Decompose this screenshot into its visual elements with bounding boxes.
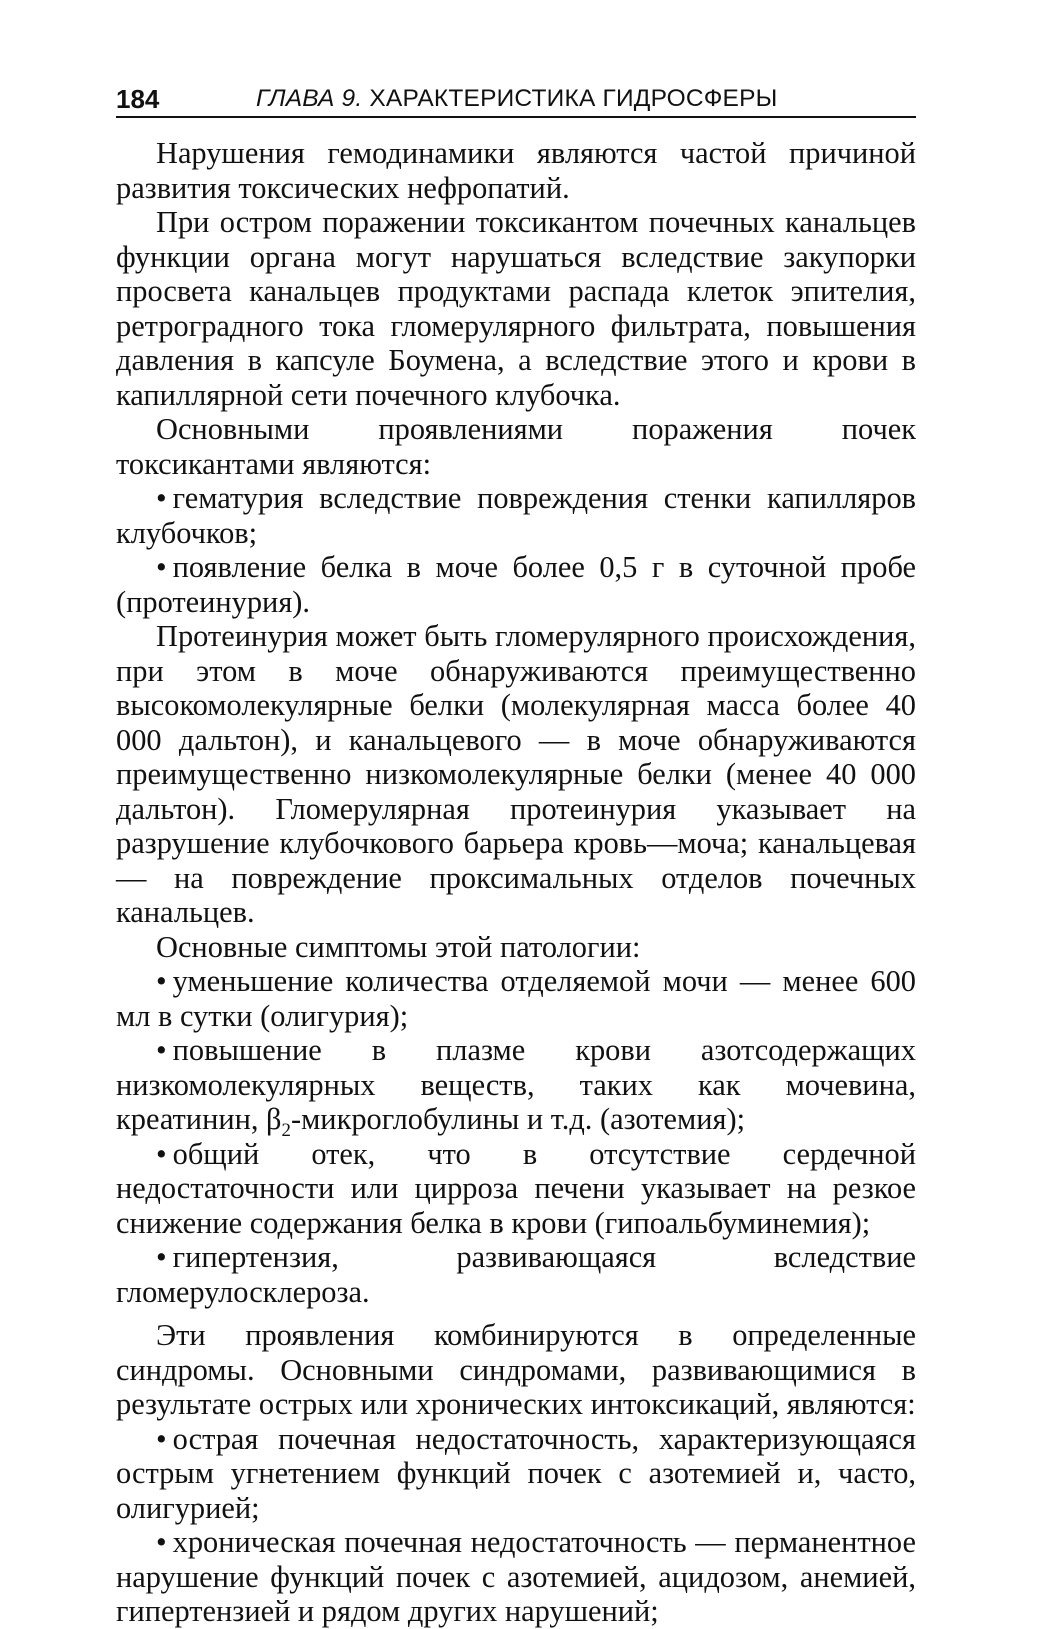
list-item (116, 481, 916, 550)
list-item-text: общий отек, что в отсутствие сердечной недостаточности или цирроза печени указывает на резкое снижение содержания белка в крови (гипоальбуминемия); (116, 1136, 916, 1240)
list-item (116, 1137, 916, 1241)
bullet-icon: • (156, 1240, 167, 1274)
list-item-text: уменьшение количества отделяемой мочи — менее 600 мл в сутки (олигурия); (116, 964, 916, 1033)
paragraph: Основные симптомы этой патологии: (156, 929, 641, 964)
bullet-icon: • (156, 1525, 167, 1559)
page-body (116, 136, 916, 1629)
bullet-icon: • (156, 1033, 167, 1067)
bullet-icon: • (156, 1421, 167, 1456)
chapter-label: ГЛАВА 9. (256, 85, 363, 112)
list-item (116, 1422, 916, 1526)
bullet-icon: • (156, 481, 167, 515)
paragraph: Протеинурия может быть гломерулярного происхождения, при этом в моче обнаруживаются преимущественно высокомолекулярные белки (молекулярная масса более 40 000 дальтон), и канальцевого — в моче обнаруживаются преимущественно низкомолекулярные белки (менее 40 000 дальтон). Гломерулярная протеинурия указывает на разрушение клубочкового барьера кровь—моча; канальцевая — на повреждение проксимальных отделов почечных канальцев. (116, 619, 916, 929)
paragraph: При остром поражении токсикантом почечных канальцев функции органа могут нарушаться вследствие закупорки просвета канальцев продуктами распада клеток эпителия, ретроградного тока гломерулярного фильтрата, повышения давления в капсуле Боумена, а вследствие этого и крови в капиллярной сети почечного клубочка. (116, 205, 916, 412)
list-item-text: повышение в плазме крови азотсодержащих низкомолекулярных веществ, таких как мочевина, креатинин, β (116, 1033, 916, 1136)
bullet-icon: • (156, 550, 167, 584)
page-number: 184 (116, 84, 160, 114)
list-item (116, 550, 916, 619)
page-header (116, 70, 916, 118)
list-item (116, 1525, 916, 1629)
book-page (116, 70, 916, 1629)
bullet-icon: • (156, 1136, 167, 1171)
list-item-text: острая почечная недостаточность, характеризующаяся острым угнетением функций почек с азотемией и, часто, олигурией; (116, 1421, 916, 1525)
list-item (116, 1240, 916, 1309)
list-item (116, 1033, 916, 1142)
running-head (256, 84, 778, 114)
paragraph: Основными проявлениями поражения почек токсикантами являются: (116, 412, 916, 481)
paragraph: Нарушения гемодинамики являются частой причиной развития токсических нефропатий. (116, 136, 916, 205)
list-item-text: появление белка в моче более 0,5 г в суточной пробе (протеинурия). (116, 550, 916, 619)
list-item-text: хроническая почечная недостаточность — перманентное нарушение функций почек с азотемией, ацидозом, анемией, гипертензией и рядом других нарушений; (116, 1525, 916, 1628)
paragraph: Эти проявления комбинируются в определенные синдромы. Основными синдромами, развивающимися в результате острых или хронических интоксикаций, являются: (116, 1318, 916, 1421)
list-item (116, 964, 916, 1033)
subscript: 2 (281, 1120, 291, 1142)
chapter-title: ХАРАКТЕРИСТИКА ГИДРОСФЕРЫ (369, 85, 778, 112)
list-item-text: гематурия вследствие повреждения стенки капилляров клубочков; (116, 481, 916, 550)
list-item-text: гипертензия, развивающаяся вследствие гломерулосклероза. (116, 1240, 916, 1309)
bullet-icon: • (156, 964, 167, 998)
list-item-text: -микроглобулины и т.д. (азотемия); (290, 1102, 746, 1136)
